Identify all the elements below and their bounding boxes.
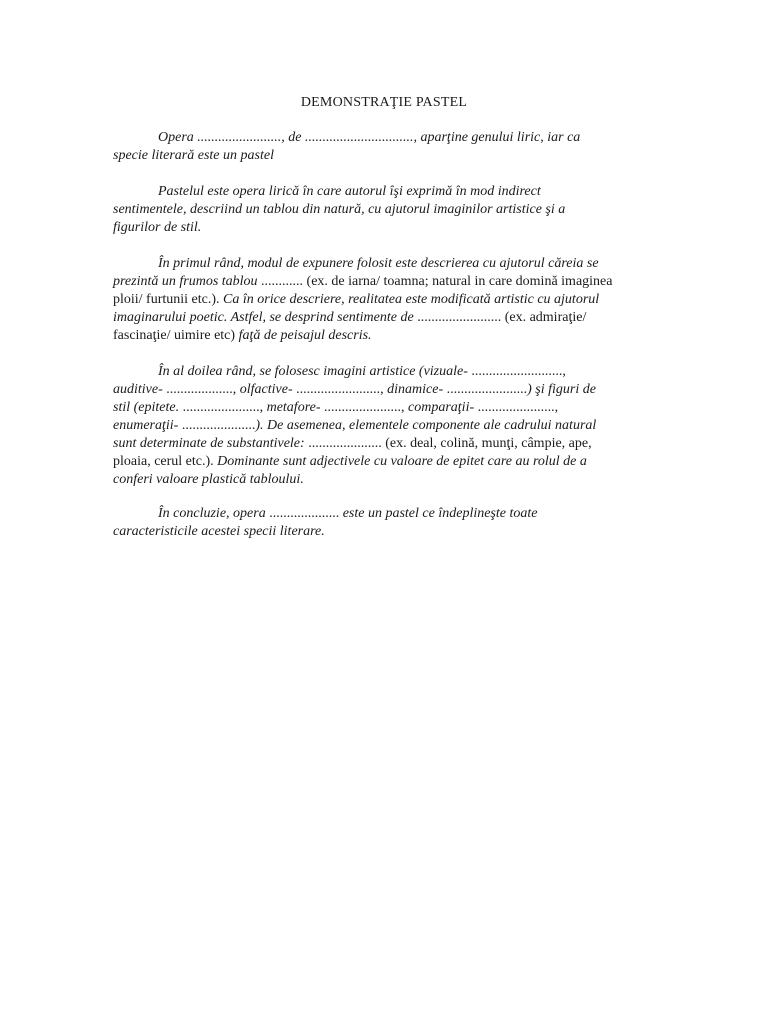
- text-line: [113, 523, 653, 541]
- text-segment: ............ (ex. de iarna/ toamna; natural in care domină imaginea: [257, 274, 613, 289]
- text-line: [113, 183, 653, 201]
- text-segment: caracteristicile acestei specii literare.: [113, 524, 325, 539]
- text-segment: În al doilea rând, se folosesc imagini artistice (vizuale-: [158, 364, 468, 379]
- text-segment: ...................,: [162, 382, 240, 397]
- text-segment: În concluzie, opera: [158, 506, 266, 521]
- text-line: [113, 435, 653, 453]
- text-segment: ........................ (ex. admiraţie/: [413, 310, 587, 325]
- text-line: [113, 471, 653, 489]
- text-segment: ploii/ furtunii etc.).: [113, 292, 224, 307]
- text-segment: auditive-: [113, 382, 163, 397]
- text-segment: Ca în orice descriere, realitatea este modificată artistic cu ajutorul: [223, 292, 600, 307]
- text-segment: În primul rând, modul de expunere folosit este descrierea cu ajutorul căreia se: [158, 256, 599, 271]
- text-segment: .....................: [178, 418, 256, 433]
- text-segment: conferi valoare plastică tabloului.: [113, 472, 304, 487]
- paragraph-4: [113, 363, 653, 489]
- paragraph-2: [113, 183, 653, 237]
- paragraph-5: [113, 505, 653, 541]
- text-segment: enumeraţii-: [113, 418, 179, 433]
- text-line: [113, 201, 653, 219]
- paragraph-1: [113, 129, 653, 165]
- text-segment: Opera ........................, de ..............................., aparţine genului liric, iar ca: [158, 130, 581, 145]
- text-line: [113, 417, 653, 435]
- text-segment: fascinaţie/ uimire etc): [113, 328, 239, 343]
- text-line: [113, 327, 653, 345]
- text-segment: specie literară este un pastel: [113, 148, 274, 163]
- text-line: [113, 399, 653, 417]
- text-segment: stil (epitete.: [113, 400, 180, 415]
- text-line: [113, 255, 653, 273]
- text-segment: metafore-: [266, 400, 321, 415]
- document-title: DEMONSTRAŢIE PASTEL: [300, 95, 468, 110]
- text-line: [113, 291, 653, 309]
- text-line: [113, 129, 653, 147]
- text-segment: ......................,: [474, 400, 559, 415]
- text-segment: ........................,: [292, 382, 388, 397]
- text-segment: este un pastel ce îndeplineşte toate: [342, 506, 538, 521]
- text-segment: sentimentele, descriind un tablou din natură, cu ajutorul imaginilor artistice şi a: [113, 202, 566, 217]
- text-line: [113, 505, 653, 523]
- text-segment: ). De asemenea, elementele componente ale cadrului natural: [255, 418, 597, 433]
- text-segment: figurilor de stil.: [113, 220, 202, 235]
- text-line: [113, 381, 653, 399]
- text-segment: olfactive-: [239, 382, 293, 397]
- text-segment: ) şi figuri de: [527, 382, 596, 397]
- text-segment: dinamice-: [387, 382, 444, 397]
- text-line: [113, 363, 653, 381]
- text-segment: comparaţii-: [408, 400, 475, 415]
- text-segment: .......................: [443, 382, 528, 397]
- text-line: [113, 453, 653, 471]
- text-segment: sunt determinate de substantivele:: [113, 436, 305, 451]
- text-segment: imaginarului poetic. Astfel, se desprind sentimente de: [113, 310, 414, 325]
- text-segment: faţă de peisajul descris.: [238, 328, 372, 343]
- text-segment: Dominante sunt adjectivele cu valoare de epitet care au rolul de a: [217, 454, 587, 469]
- text-line: [113, 273, 653, 291]
- text-segment: ......................,: [320, 400, 409, 415]
- text-segment: ....................: [265, 506, 343, 521]
- text-segment: ..................... (ex. deal, colină, munţi, câmpie, ape,: [304, 436, 592, 451]
- text-segment: ploaia, cerul etc.).: [113, 454, 218, 469]
- text-line: [113, 219, 653, 237]
- text-segment: prezintă un frumos tablou: [113, 274, 258, 289]
- text-segment: ..........................,: [467, 364, 566, 379]
- text-segment: ......................,: [179, 400, 267, 415]
- text-segment: Pastelul este opera lirică în care autorul îşi exprimă în mod indirect: [158, 184, 541, 199]
- paragraph-3: [113, 255, 653, 345]
- text-line: [113, 309, 653, 327]
- text-line: [113, 147, 653, 165]
